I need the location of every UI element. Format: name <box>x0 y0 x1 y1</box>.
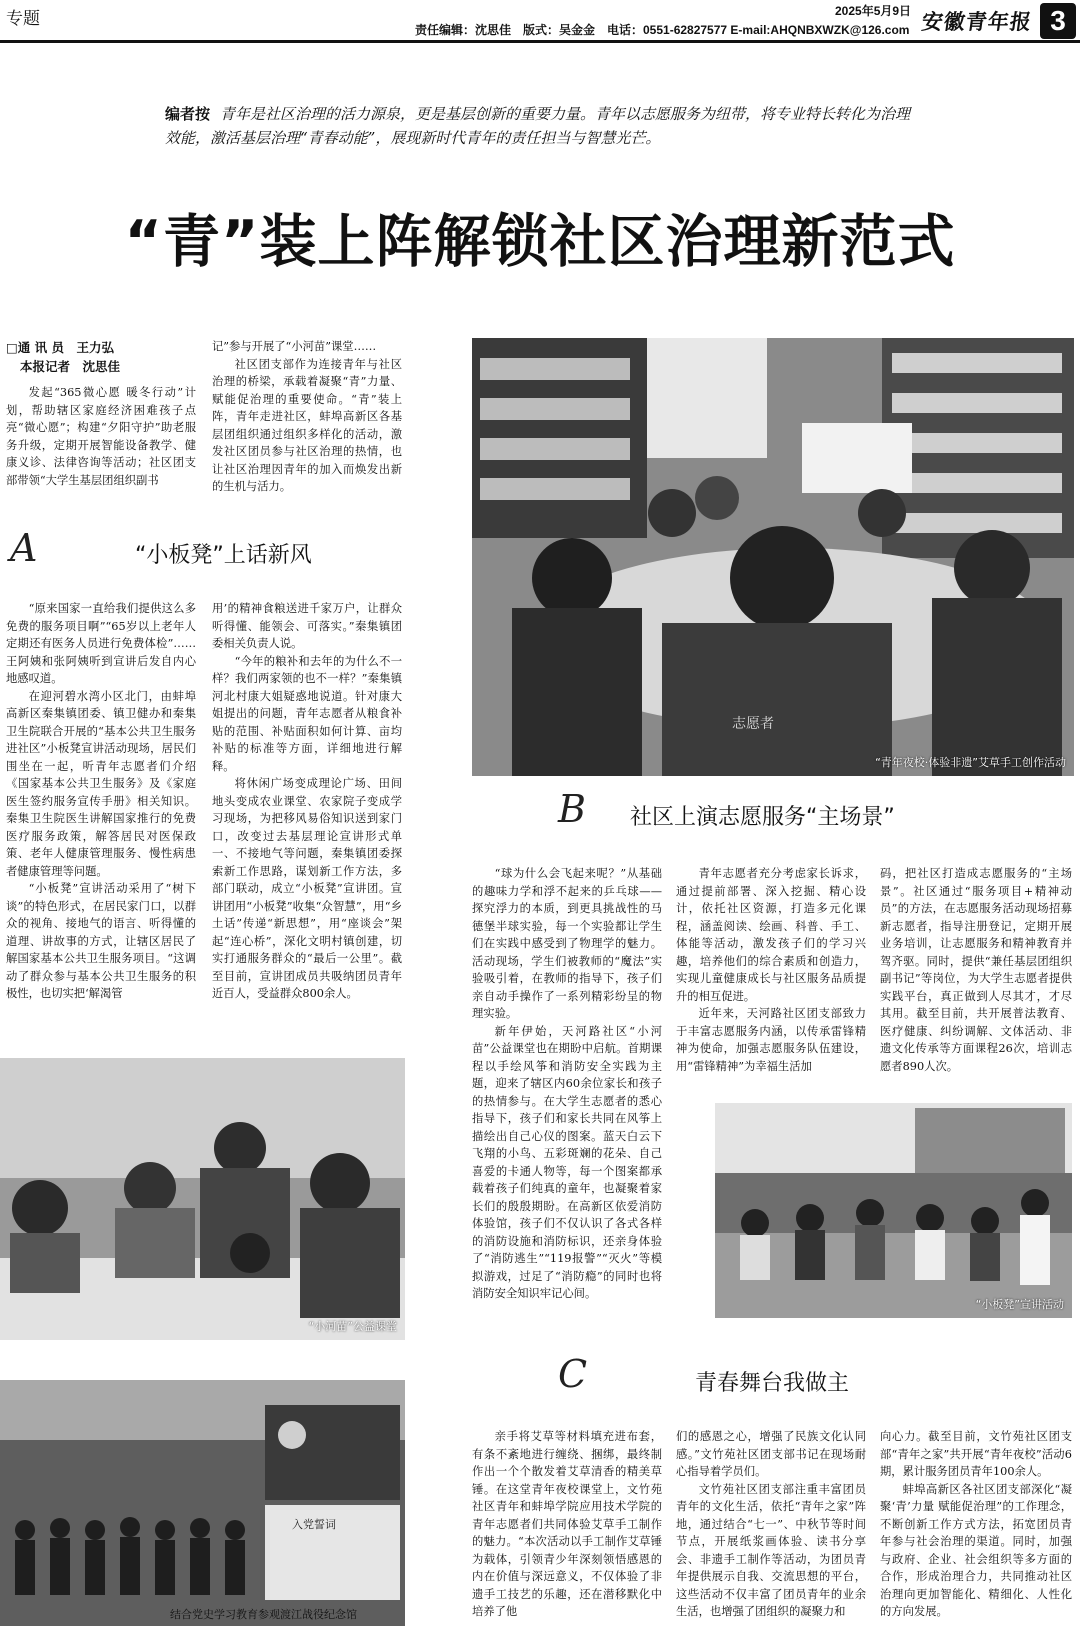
section-a-letter: A <box>10 526 38 570</box>
section-a-column-1 <box>6 600 196 1003</box>
article-paragraph: 将休闲广场变成理论广场、田间地头变成农业课堂、农家院子变成学习现场，为把移风易俗知识送到家门口，改变过去基层理论宣讲形式单一、不接地气等问题，秦集镇团委探索新工作思路，谋划新工作方法，多部门联动，成立“小板凳”宣讲团。宣讲团用“小板凳”收集“众智慧”，用“乡土话”传递“新思想”，用“座谈会”架起“连心桥”，深化文明村镇创建，切实打通服务群众的“最后一公里”。截至目前，宣讲团成员共吸纳团员青年近百人，受益群众800余人。 <box>212 777 402 1000</box>
article-paragraph: 码，把社区打造成志愿服务的“主场景”。社区通过“服务项目+精神动员”的方法，在志愿服务活动现场招募新志愿者，指导注册登记，定期开展业务培训，让志愿服务和精神教育并驾齐驱。同时，提供“兼任基层团组织副书记”等岗位，为大学生志愿者提供实践平台，真正做到人尽其才，才尽其用。截至目前，共开展普法教育、医疗健康、纠纷调解、文体活动、非遗文化传承等方面课程26次，培训志愿者890人次。 <box>880 867 1072 1073</box>
intro-paragraph: 发起“365微心愿 暖冬行动”计划，帮助辖区家庭经济困难孩子点亮“微心愿”；构建“夕阳守护”助老服务升级，定期开展智能设备教学、健康义诊、法律咨询等活动；社区团支部带领“大学生基层团组织副书 <box>6 386 196 487</box>
article-paragraph: 蚌埠高新区各社区团支部深化“凝聚‘青’力量 赋能促治理”的工作理念，不断创新工作方式方法，拓宽团员青年参与社会治理的渠道。同时，加强与政府、企业、社会组织等多方面的合作，形成治理合力，共同推动社区治理向更加智能化、精细化、人性化的方向发展。 <box>880 1482 1072 1618</box>
page-number: 3 <box>1040 3 1076 39</box>
article-paragraph: “球为什么会飞起来呢？”从基础的趣味力学和浮不起来的乒乓球——探究浮力的本质，到更具挑战性的马德堡半球实验，每一个实验都让学生们在实践中感受到了物理学的魅力。活动现场，学生们被教师的“魔法”实验吸引着，在教师的指导下，孩子们亲自动手操作了一系列精彩纷呈的物理实验。 <box>472 867 662 1020</box>
section-c-column-3 <box>880 1428 1072 1621</box>
editor-note-text: 青年是社区治理的活力源泉，更是基层创新的重要力量。青年以志愿服务为纽带，将专业特长转化为治理效能，激活基层治理“青春动能”，展现新时代青年的责任担当与智慧光芒。 <box>165 105 911 147</box>
article-paragraph: 新年伊始，天河路社区“小河苗”公益课堂也在期盼中启航。首期课程以手绘风筝和消防安全实践为主题，迎来了辖区内60余位家长和孩子的热情参与。在大学生志愿者的悉心指导下，孩子们和家长共同在风筝上描绘出自己心仪的图案。蓝天白云下飞翔的小鸟、五彩斑斓的花朵、自己喜爱的卡通人物等，每一个图案都承载着孩子们纯真的童年，也凝聚着家长们的殷殷期盼。在高新区依爱消防体验馆，孩子们不仅认识了各式各样的消防设施和消防标识，还亲身体验了“消防逃生”“119报警”“灭火”等模拟游戏，过足了“消防瘾”的同时也将消防安全知识牢记心间。 <box>472 1024 662 1300</box>
byline-correspondent: □通 讯 员 王力弘 <box>6 340 115 355</box>
section-a-column-2 <box>212 600 402 1003</box>
photo-vest-text: 志愿者 <box>732 716 774 732</box>
article-paragraph: “今年的粮补和去年的为什么不一样？我们两家领的也不一样？”秦集镇河北村康大姐疑惑地说道。针对康大姐提出的问题，青年志愿者从粮食补贴的范围、补贴面积如何计算、亩均补贴的标准等方面，详细地进行解释。 <box>212 654 402 773</box>
intro-column-2 <box>212 338 402 496</box>
article-paragraph: 青年志愿者充分考虑家长诉求，通过提前部署、深入挖掘、精心设计，依托社区资源，打造多元化课程，涵盖阅读、绘画、科普、手工、体能等活动，激发孩子们的学习兴趣，培养他们的综合素质和创造力，实现儿童健康成长与社区服务品质提升的相互促进。 <box>676 867 866 1003</box>
header-rule <box>0 40 1080 43</box>
article-paragraph: 亲手将艾草等材料填充进布套，有条不紊地进行缠绕、捆绑，最终制作出一个个散发着艾草清香的精美草锤。在这堂青年夜校课堂上，文竹苑社区青年和蚌埠学院应用技术学院的青年志愿者们共同体验艾草手工制作的魅力。“本次活动以手工制作艾草锤为载体，引领青少年深刻领悟感恩的内在价值与深远意义，不仅体验了非遗手工技艺的乐趣，还在潜移默化中培养了他 <box>472 1430 662 1618</box>
byline-reporter: 本报记者 沈思佳 <box>20 359 121 374</box>
photo-museum-caption: 结合党史学习教育参观渡江战役纪念馆 <box>170 1608 357 1621</box>
article-paragraph: 近年来，天河路社区团支部致力于丰富志愿服务内涵，以传承雷锋精神为使命，加强志愿服务队伍建设，用“雷锋精神”为幸福生活加 <box>676 1007 866 1073</box>
article-paragraph: “小板凳”宣讲活动采用了“树下谈”的特色形式，在居民家门口，以群众的视角、接地气的语言、听得懂的道理、讲故事的方式，让辖区居民了解国家基本公共卫生服务项目。“这调动了群众参与基本公共卫生服务的积极性，也切实把‘解渴管 <box>6 882 196 1000</box>
section-label: 专题 <box>6 9 40 29</box>
intro-paragraph: 记”参与开展了“小河苗”课堂…… <box>212 340 377 353</box>
photo-workshop <box>472 338 1074 776</box>
section-b-column-3 <box>880 865 1072 1075</box>
photo-kite-image <box>0 1058 405 1340</box>
article-paragraph: 在迎河碧水湾小区北门，由蚌埠高新区秦集镇团委、镇卫健办和秦集卫生院联合开展的“基本公共卫生服务进社区”小板凳宣讲活动现场，居民们围坐在一起，听青年志愿者们介绍《国家基本公共卫生服务》及《家庭医生签约服务宣传手册》相关知识。秦集卫生院医生讲解国家推行的免费医疗服务政策，解答居民对医保政策、老年人健康管理服务、慢性病患者健康管理等问题。 <box>6 689 196 878</box>
photo-lecture-caption: “小板凳”宣讲活动 <box>975 1298 1064 1311</box>
section-b-column-1 <box>472 865 662 1303</box>
section-c-column-2 <box>676 1428 866 1621</box>
photo-lecture <box>715 1103 1072 1318</box>
section-b-letter: B <box>558 787 586 831</box>
article-paragraph: 们的感恩之心，增强了民族文化认同感。”文竹苑社区团支部书记在现场耐心指导着学员们。 <box>676 1430 866 1478</box>
section-b-title: 社区上演志愿服务“主场景” <box>630 805 895 830</box>
section-b-column-2 <box>676 865 866 1075</box>
photo-workshop-image <box>472 338 1074 776</box>
headline: “青”装上阵解锁社区治理新范式 <box>124 209 956 275</box>
photo-workshop-caption: “青年夜校·体验非遗”艾草手工创作活动 <box>875 756 1066 769</box>
section-c-column-1 <box>472 1428 662 1621</box>
section-c-title: 青春舞台我做主 <box>695 1371 850 1396</box>
photo-kite-caption: “小河苗”公益课堂 <box>308 1320 397 1333</box>
photo-lecture-image <box>715 1103 1072 1318</box>
article-paragraph: 向心力。截至目前，文竹苑社区团支部“青年之家”共开展“青年夜校”活动6期，累计服务团员青年100余人。 <box>880 1430 1072 1478</box>
article-paragraph: 用’的精神食粮送进千家万户，让群众听得懂、能领会、可落实。”秦集镇团委相关负责人说。 <box>212 602 402 650</box>
newspaper-name: 安徽青年报 <box>920 9 1034 34</box>
editor-note <box>165 102 920 150</box>
staff-credits: 责任编辑：沈思佳 版式：吴金金 电话：0551-62827577 E-mail:AHQNBXWZK@126.com <box>415 23 910 37</box>
section-c-letter: C <box>558 1352 588 1396</box>
intro-paragraph: 社区团支部作为连接青年与社区治理的桥梁，承载着凝聚“青”力量、赋能促治理的重要使命。“青”装上阵，青年走进社区，蚌埠高新区各基层团组织通过组织多样化的活动，激发社区团员参与社区治理的热情，也让社区治理因青年的加入而焕发出新的生机与活力。 <box>212 357 402 493</box>
photo-museum-image <box>0 1380 405 1626</box>
photo-museum <box>0 1380 405 1626</box>
article-paragraph: 文竹苑社区团支部注重丰富团员青年的文化生活，依托“青年之家”阵地，通过结合“七一”、中秋节等时间节点，开展纸浆画体验、读书分享会、非遗手工制作等活动，为团员青年提供展示自我、交流思想的平台，这些活动不仅丰富了团员青年的业余生活，也增强了团组织的凝聚力和 <box>676 1482 866 1618</box>
oath-board-title: 入党誓词 <box>292 1518 336 1531</box>
editor-note-label: 编者按 <box>165 105 211 123</box>
issue-date: 2025年5月9日 <box>835 4 912 18</box>
section-a-title: “小板凳”上话新风 <box>135 543 312 568</box>
article-paragraph: “原来国家一直给我们提供这么多免费的服务项目啊”“65岁以上老年人定期还有医务人员进行免费体检”……王阿姨和张阿姨听到宣讲后发自内心地感叹道。 <box>6 602 196 685</box>
intro-column-1 <box>6 338 196 489</box>
photo-kite-class <box>0 1058 405 1340</box>
